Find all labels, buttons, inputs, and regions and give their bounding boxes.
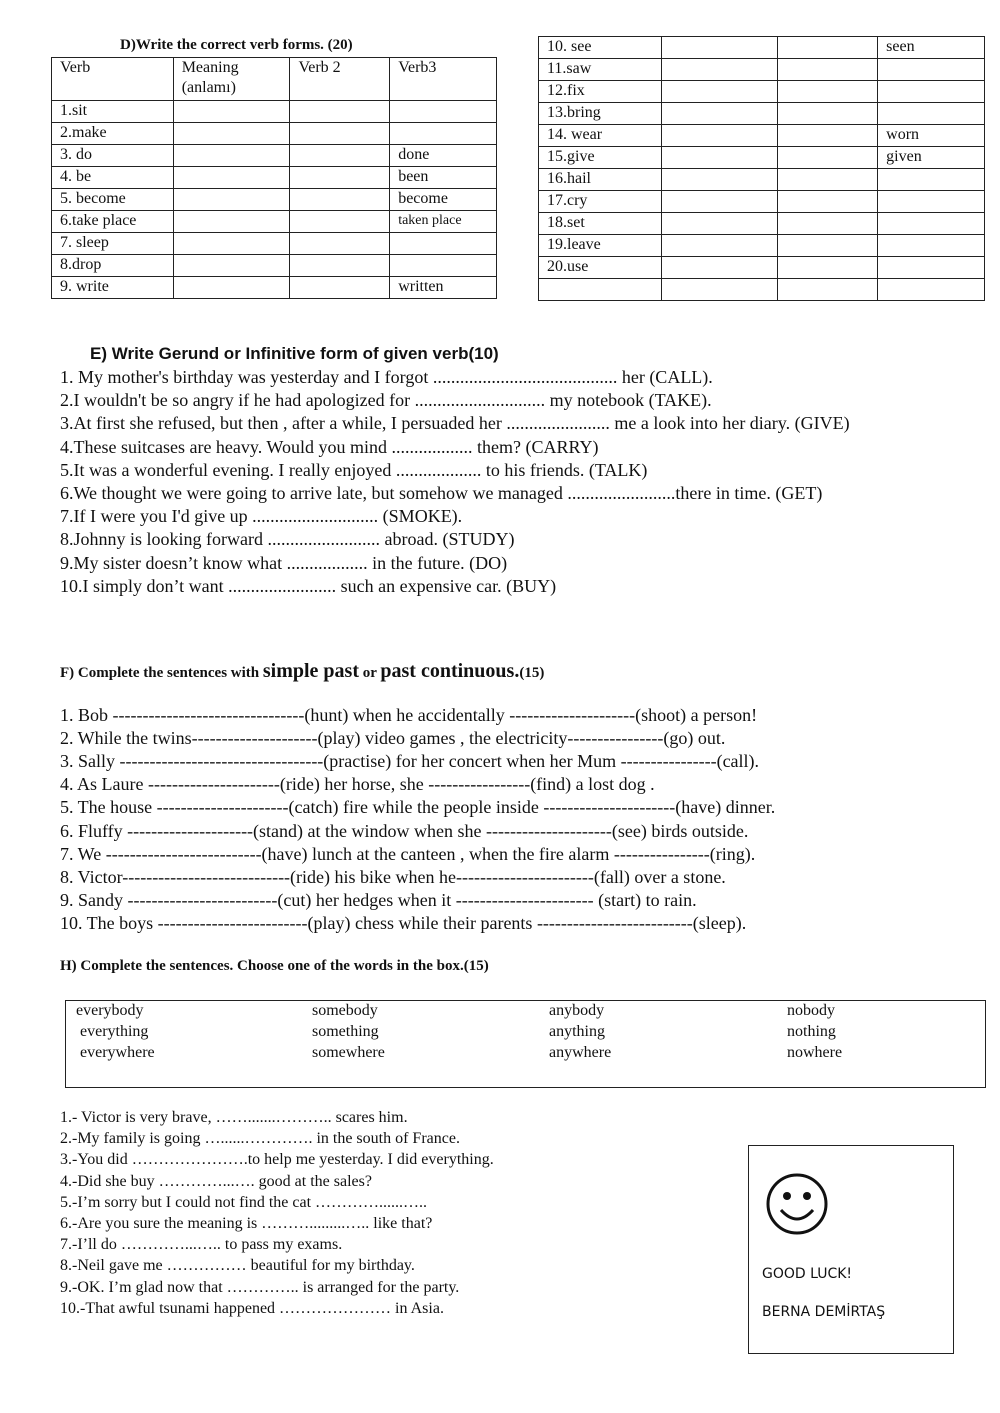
exercise-item: 9. Sandy -------------------------(cut) her hedges when it ----------------------- (start) to rain. <box>60 889 697 910</box>
answer-cell[interactable] <box>173 277 290 299</box>
verb-cell: 19.leave <box>539 235 662 257</box>
verb-cell: 2.make <box>52 123 174 145</box>
word-option: somebody <box>312 1002 378 1019</box>
answer-cell[interactable] <box>661 213 778 235</box>
answer-cell[interactable] <box>778 81 878 103</box>
table-row <box>539 257 985 279</box>
table-header-row <box>52 58 497 101</box>
word-option: everywhere <box>80 1044 155 1061</box>
answer-cell[interactable] <box>173 167 290 189</box>
answer-cell[interactable] <box>878 59 985 81</box>
table-row <box>539 279 985 301</box>
answer-cell[interactable] <box>661 257 778 279</box>
table-row <box>539 213 985 235</box>
verb-cell: 20.use <box>539 257 662 279</box>
header-cell: Verb 2 <box>290 58 390 101</box>
verb-cell: 18.set <box>539 213 662 235</box>
answer-cell[interactable] <box>290 277 390 299</box>
answer-cell[interactable] <box>390 255 497 277</box>
answer-cell[interactable] <box>778 279 878 301</box>
word-option: somewhere <box>312 1044 385 1061</box>
answer-cell[interactable] <box>878 103 985 125</box>
answer-cell[interactable] <box>661 59 778 81</box>
verb-cell: 13.bring <box>539 103 662 125</box>
exercise-item: 2.I wouldn't be so angry if he had apologized for ............................. my notebook (TAKE). <box>60 390 712 411</box>
exercise-item: 2.-My family is going …......…………. in the south of France. <box>60 1130 460 1148</box>
header-cell: Verb3 <box>390 58 497 101</box>
header-cell: Meaning (anlamı) <box>173 58 290 101</box>
exercise-item: 5. The house ----------------------(catch) fire while the people inside ----------------------(have) dinner. <box>60 797 776 818</box>
answer-cell[interactable] <box>878 213 985 235</box>
answer-cell[interactable] <box>778 37 878 59</box>
answer-cell[interactable]: written <box>390 277 497 299</box>
answer-cell[interactable] <box>290 101 390 123</box>
table-row <box>52 101 497 123</box>
table-row <box>52 211 497 233</box>
answer-cell[interactable] <box>661 169 778 191</box>
exercise-item: 9.-OK. I’m glad now that ………….. is arranged for the party. <box>60 1278 460 1296</box>
exercise-item: 5.It was a wonderful evening. I really enjoyed ................... to his friends. (TALK) <box>60 459 648 480</box>
section-e-title: E) Write Gerund or Infinitive form of given verb(10) <box>90 344 499 363</box>
answer-cell[interactable] <box>878 191 985 213</box>
answer-cell[interactable]: worn <box>878 125 985 147</box>
answer-cell[interactable] <box>878 169 985 191</box>
good-luck-text: GOOD LUCK! <box>762 1266 853 1282</box>
answer-cell[interactable]: been <box>390 167 497 189</box>
exercise-item: 6.We thought we were going to arrive late, but somehow we managed ........................there in time. (GET) <box>60 483 823 503</box>
verb-cell: 6.take place <box>52 211 174 233</box>
section-h-title: H) Complete the sentences. Choose one of the words in the box.(15) <box>60 958 489 974</box>
word-option: anywhere <box>549 1044 612 1061</box>
table-row <box>52 233 497 255</box>
answer-cell[interactable] <box>290 255 390 277</box>
verb-cell: 7. sleep <box>52 233 174 255</box>
answer-cell[interactable] <box>778 59 878 81</box>
word-box <box>65 1000 986 1088</box>
table-row <box>539 235 985 257</box>
table-row <box>539 103 985 125</box>
author-name: BERNA DEMİRTAŞ <box>762 1304 886 1320</box>
table-row <box>539 147 985 169</box>
verb-table-right <box>538 36 985 301</box>
exercise-item: 1. Bob --------------------------------(hunt) when he accidentally ---------------------(shoot) a person! <box>60 705 758 725</box>
answer-cell[interactable] <box>661 37 778 59</box>
verb-cell: 3. do <box>52 145 174 167</box>
answer-cell[interactable] <box>878 257 985 279</box>
word-option: nothing <box>787 1023 836 1040</box>
verb-cell: 10. see <box>539 37 662 59</box>
exercise-item: 5.-I’m sorry but I could not find the cat …………......….. <box>60 1193 428 1211</box>
answer-cell[interactable] <box>390 233 497 255</box>
answer-cell[interactable] <box>661 191 778 213</box>
answer-cell[interactable] <box>290 123 390 145</box>
word-option: something <box>312 1023 379 1040</box>
answer-cell[interactable] <box>290 211 390 233</box>
verb-cell: 9. write <box>52 277 174 299</box>
answer-cell[interactable] <box>661 81 778 103</box>
verb-cell: 8.drop <box>52 255 174 277</box>
verb-cell: 1.sit <box>52 101 174 123</box>
table-row <box>539 59 985 81</box>
answer-cell[interactable] <box>173 145 290 167</box>
answer-cell[interactable] <box>173 101 290 123</box>
table-row <box>52 189 497 211</box>
smiley-face-icon <box>765 1172 829 1236</box>
answer-cell[interactable]: given <box>878 147 985 169</box>
answer-cell[interactable]: done <box>390 145 497 167</box>
answer-cell[interactable] <box>878 235 985 257</box>
answer-cell[interactable] <box>661 147 778 169</box>
verb-cell: 5. become <box>52 189 174 211</box>
answer-cell[interactable] <box>173 211 290 233</box>
exercise-item: 1.- Victor is very brave, …….......……….. scares him. <box>60 1109 408 1126</box>
verb-cell: 17.cry <box>539 191 662 213</box>
exercise-item: 6.-Are you sure the meaning is ……….........….. like that? <box>60 1215 433 1232</box>
answer-cell[interactable]: taken place <box>390 211 497 233</box>
word-option: nobody <box>787 1002 835 1019</box>
table-row <box>52 123 497 145</box>
verb-cell: 4. be <box>52 167 174 189</box>
answer-cell[interactable] <box>390 101 497 123</box>
answer-cell[interactable] <box>778 169 878 191</box>
answer-cell[interactable] <box>290 233 390 255</box>
answer-cell[interactable] <box>778 125 878 147</box>
section-f-title <box>60 660 544 683</box>
exercise-item: 3.-You did ………………….to help me yesterday. I did everything. <box>60 1151 494 1169</box>
answer-cell[interactable] <box>778 257 878 279</box>
answer-cell[interactable] <box>173 233 290 255</box>
exercise-item: 4. As Laure ----------------------(ride) her horse, she -----------------(find) a lost dog . <box>60 774 655 795</box>
answer-cell[interactable] <box>778 103 878 125</box>
answer-cell[interactable] <box>661 103 778 125</box>
answer-cell[interactable] <box>290 189 390 211</box>
answer-cell[interactable] <box>661 125 778 147</box>
exercise-item: 8. Victor----------------------------(ride) his bike when he-----------------------(fall) over a stone. <box>60 866 726 887</box>
answer-cell[interactable] <box>878 81 985 103</box>
answer-cell[interactable] <box>173 255 290 277</box>
exercise-item: 1. My mother's birthday was yesterday and I forgot ......................................... her (CALL). <box>60 367 713 387</box>
word-option: anything <box>549 1023 605 1040</box>
title-part: past continuous. <box>380 660 520 682</box>
section-d-title: D)Write the correct verb forms. (20) <box>120 37 353 53</box>
answer-cell[interactable] <box>778 235 878 257</box>
answer-cell[interactable] <box>778 147 878 169</box>
answer-cell[interactable] <box>290 167 390 189</box>
title-part: simple past <box>262 660 359 682</box>
answer-cell[interactable] <box>173 189 290 211</box>
answer-cell[interactable] <box>173 123 290 145</box>
table-row <box>52 277 497 299</box>
table-row <box>539 37 985 59</box>
title-part: F) Complete the sentences with <box>60 665 263 681</box>
word-option: everything <box>80 1023 149 1040</box>
answer-cell[interactable] <box>390 123 497 145</box>
title-part: or <box>359 665 381 681</box>
exercise-item: 4.-Did she buy …………...…. good at the sales? <box>60 1172 372 1190</box>
exercise-item: 3. Sally ----------------------------------(practise) for her concert when her Mum ----------------(call). <box>60 751 760 772</box>
exercise-item: 8.-Neil gave me …………… beautiful for my birthday. <box>60 1257 415 1275</box>
exercise-item: 10.I simply don’t want ........................ such an expensive car. (BUY) <box>60 575 557 596</box>
header-cell: Verb <box>52 58 174 101</box>
title-part: (15) <box>519 665 545 681</box>
exercise-item: 10. The boys -------------------------(play) chess while their parents --------------------------(sleep). <box>60 912 747 933</box>
answer-cell[interactable] <box>778 191 878 213</box>
verb-cell: 14. wear <box>539 125 662 147</box>
verb-table-left <box>51 57 497 299</box>
answer-cell[interactable]: become <box>390 189 497 211</box>
verb-cell: 12.fix <box>539 81 662 103</box>
verb-cell: 15.give <box>539 147 662 169</box>
exercise-item: 3.At first she refused, but then , after a while, I persuaded her ....................... me a look into her diary. (GIVE) <box>60 413 850 434</box>
table-row <box>539 125 985 147</box>
table-row <box>539 81 985 103</box>
verb-cell: 16.hail <box>539 169 662 191</box>
good-luck-box <box>748 1145 954 1354</box>
table-row <box>52 167 497 189</box>
word-option: anybody <box>549 1002 605 1019</box>
word-option: everybody <box>76 1002 144 1019</box>
table-row <box>52 145 497 167</box>
exercise-item: 6. Fluffy ---------------------(stand) at the window when she ---------------------(see) birds outside. <box>60 820 749 841</box>
table-row <box>539 169 985 191</box>
exercise-item: 4.These suitcases are heavy. Would you mind .................. them? (CARRY) <box>60 436 599 457</box>
answer-cell[interactable] <box>661 235 778 257</box>
answer-cell[interactable]: seen <box>878 37 985 59</box>
exercise-item: 7.-I’ll do …………...….. to pass my exams. <box>60 1236 343 1254</box>
answer-cell[interactable] <box>290 145 390 167</box>
exercise-item: 7.If I were you I'd give up ............................ (SMOKE). <box>60 506 463 527</box>
verb-cell <box>539 279 662 301</box>
answer-cell[interactable] <box>778 213 878 235</box>
exercise-item: 9.My sister doesn’t know what .................. in the future. (DO) <box>60 552 508 573</box>
exercise-item: 8.Johnny is looking forward ......................... abroad. (STUDY) <box>60 529 515 550</box>
exercise-item: 7. We --------------------------(have) lunch at the canteen , when the fire alarm ----------------(ring). <box>60 843 756 864</box>
answer-cell[interactable] <box>661 279 778 301</box>
word-option: nowhere <box>787 1044 843 1061</box>
exercise-item: 10.-That awful tsunami happened ………………… in Asia. <box>60 1299 444 1317</box>
answer-cell[interactable] <box>878 279 985 301</box>
table-row <box>539 191 985 213</box>
table-row <box>52 255 497 277</box>
verb-cell: 11.saw <box>539 59 662 81</box>
exercise-item: 2. While the twins---------------------(play) video games , the electricity----------------(go) out. <box>60 728 726 749</box>
